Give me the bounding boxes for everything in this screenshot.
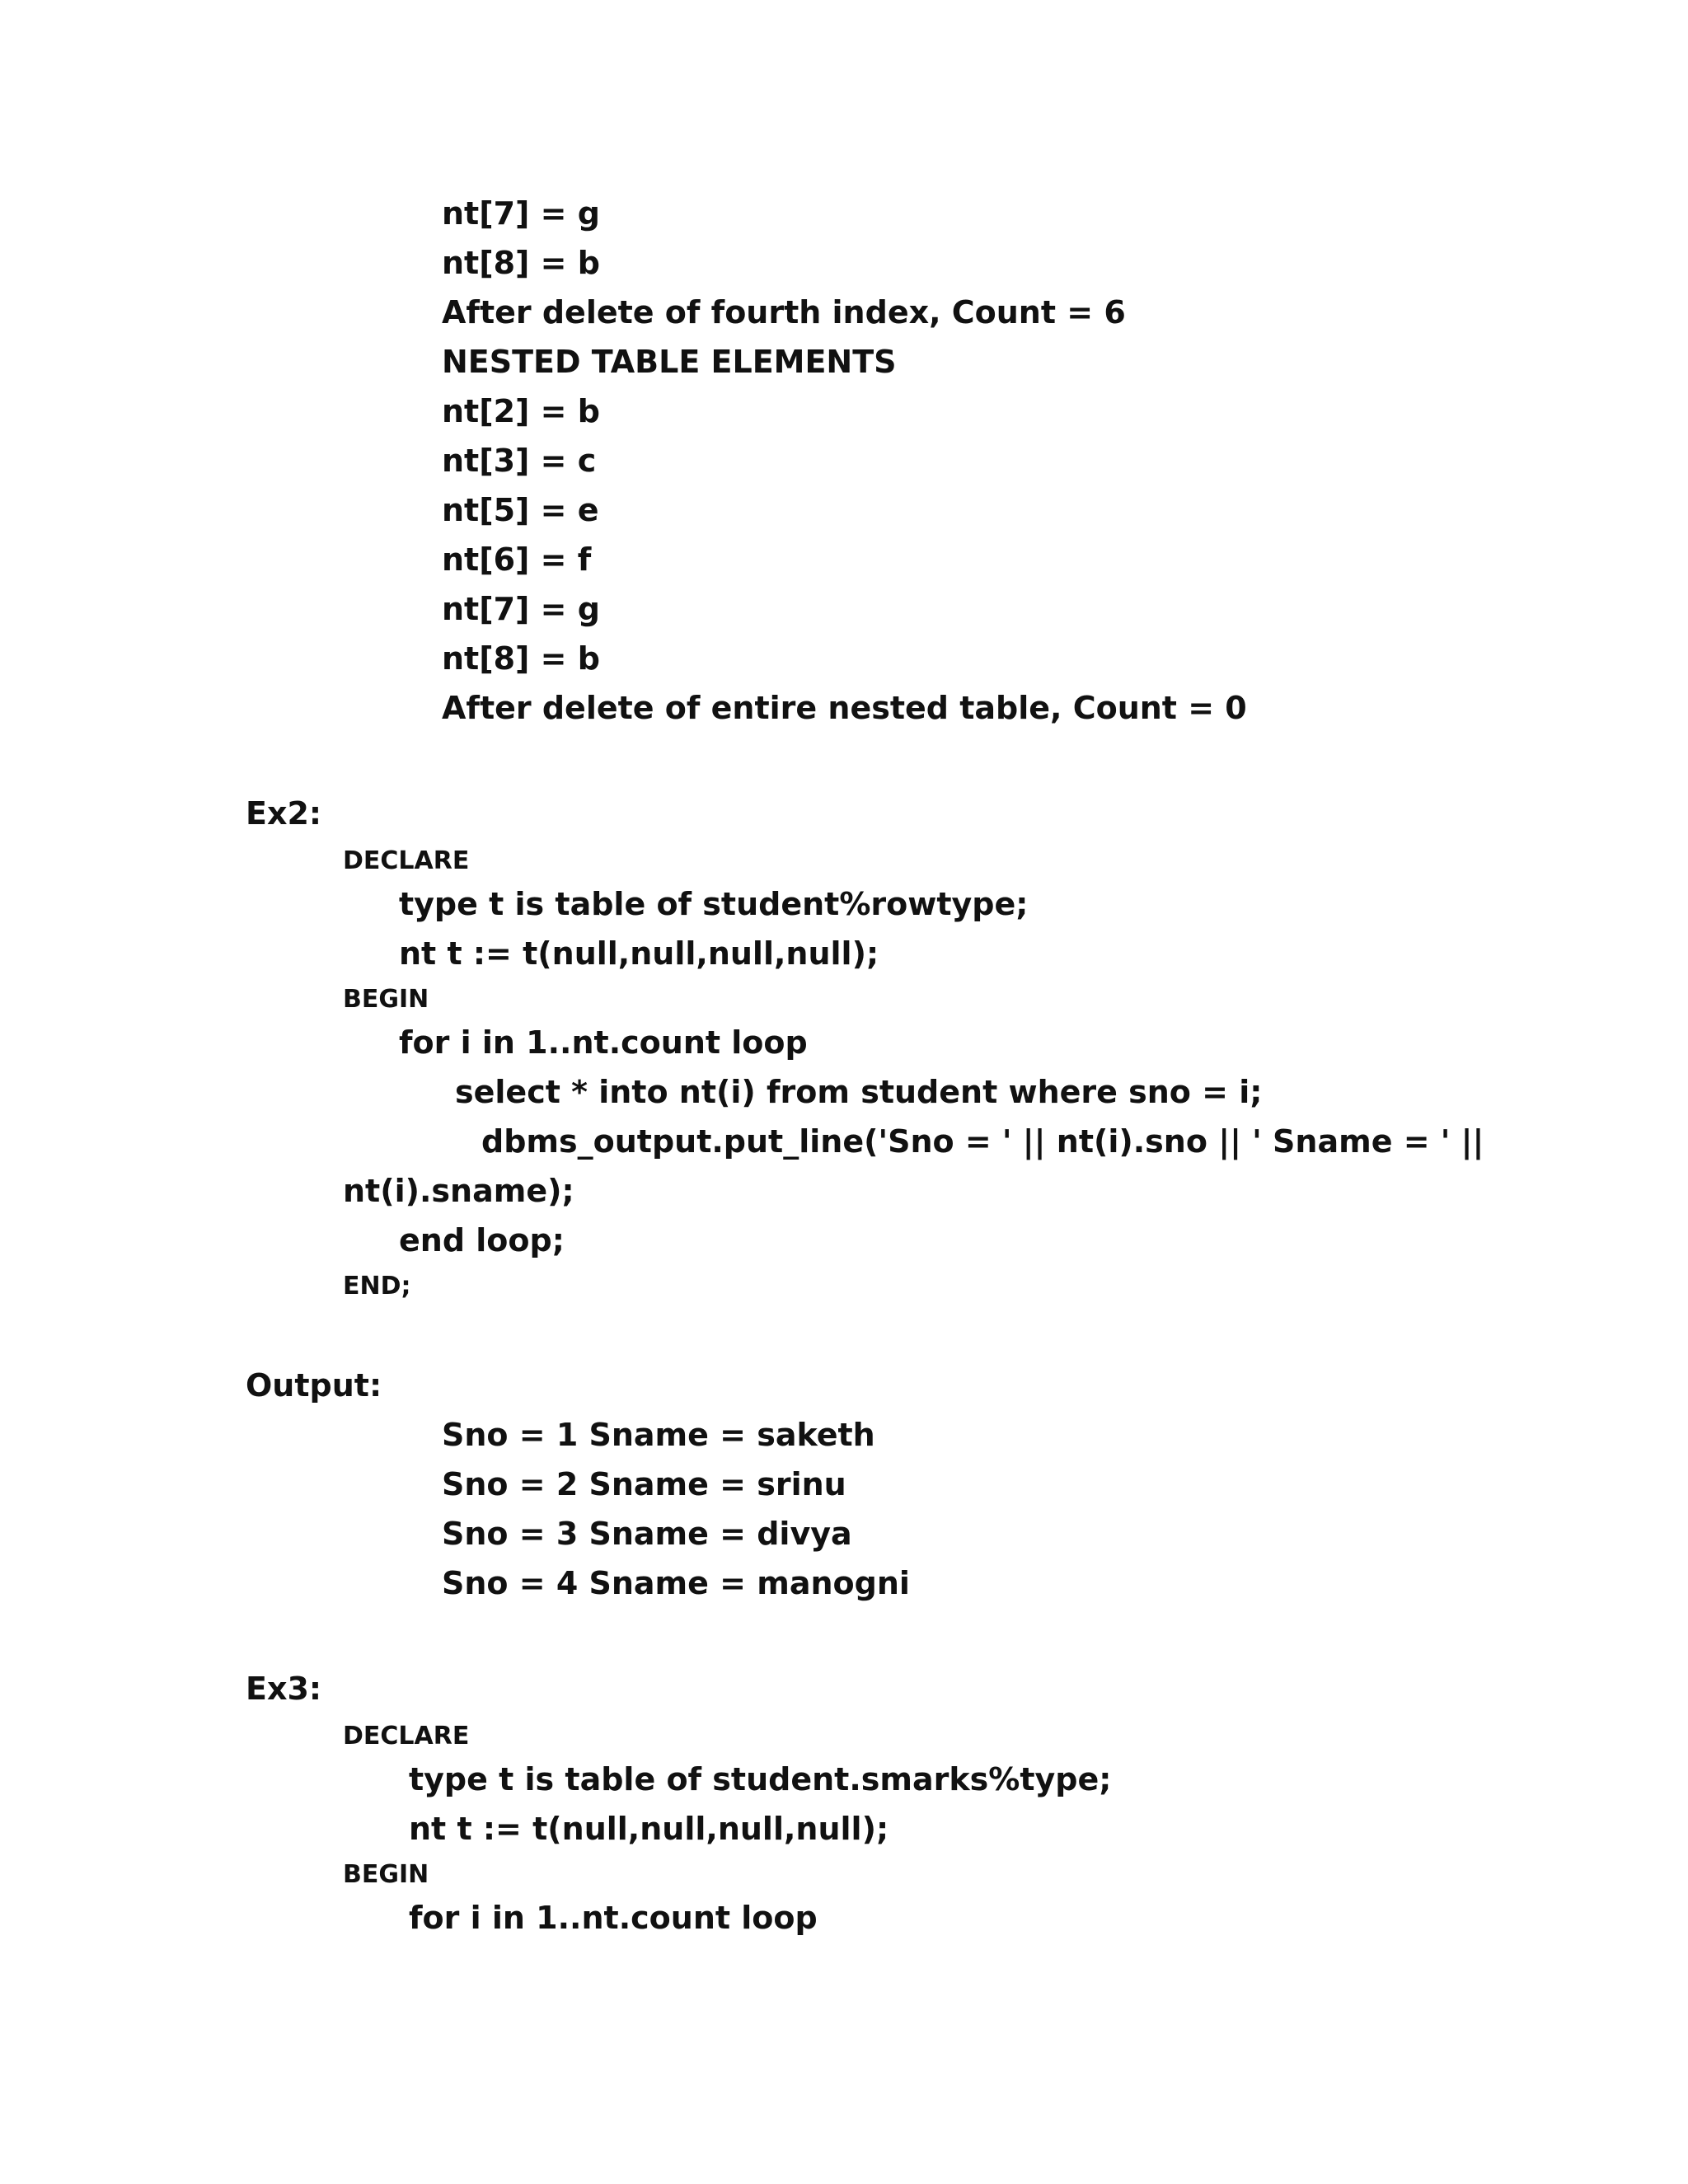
ex2-declare-keyword: DECLARE xyxy=(343,846,470,875)
ex3-declare-keyword: DECLARE xyxy=(343,1722,470,1750)
ex3-code-line: for i in 1..nt.count loop xyxy=(409,1900,818,1936)
ex2-code-line: type t is table of student%rowtype; xyxy=(399,886,1029,922)
ex3-code-line: type t is table of student.smarks%type; xyxy=(409,1761,1112,1797)
ex2-code-line: select * into nt(i) from student where sno = i; xyxy=(455,1074,1263,1110)
ex2-code-line: end loop; xyxy=(399,1222,565,1258)
ex3-begin-keyword: BEGIN xyxy=(343,1860,429,1889)
output-line: nt[5] = e xyxy=(442,492,599,528)
ex3-heading: Ex3: xyxy=(246,1671,322,1707)
output-line: After delete of entire nested table, Count = 0 xyxy=(442,690,1247,726)
output-heading: Output: xyxy=(246,1367,382,1404)
result-line: Sno = 4 Sname = manogni xyxy=(442,1565,910,1601)
result-line: Sno = 2 Sname = srinu xyxy=(442,1466,846,1502)
result-line: Sno = 1 Sname = saketh xyxy=(442,1417,875,1453)
output-line: After delete of fourth index, Count = 6 xyxy=(442,294,1126,330)
ex2-code-line: for i in 1..nt.count loop xyxy=(399,1024,808,1061)
output-line: nt[2] = b xyxy=(442,393,600,429)
ex2-code-line: nt(i).sname); xyxy=(343,1173,574,1209)
output-line: nt[8] = b xyxy=(442,245,600,281)
output-line: nt[3] = c xyxy=(442,443,597,479)
ex2-code-line: dbms_output.put_line('Sno = ' || nt(i).sno || ' Sname = ' || xyxy=(481,1123,1484,1160)
output-line: nt[7] = g xyxy=(442,195,600,232)
output-line: NESTED TABLE ELEMENTS xyxy=(442,344,897,380)
output-line: nt[7] = g xyxy=(442,591,600,627)
ex3-code-line: nt t := t(null,null,null,null); xyxy=(409,1811,889,1847)
result-line: Sno = 3 Sname = divya xyxy=(442,1516,852,1552)
ex2-begin-keyword: BEGIN xyxy=(343,985,429,1014)
ex2-end-keyword: END; xyxy=(343,1272,411,1301)
ex2-heading: Ex2: xyxy=(246,795,322,832)
ex2-code-line: nt t := t(null,null,null,null); xyxy=(399,935,879,972)
output-line: nt[8] = b xyxy=(442,640,600,677)
output-line: nt[6] = f xyxy=(442,541,592,578)
